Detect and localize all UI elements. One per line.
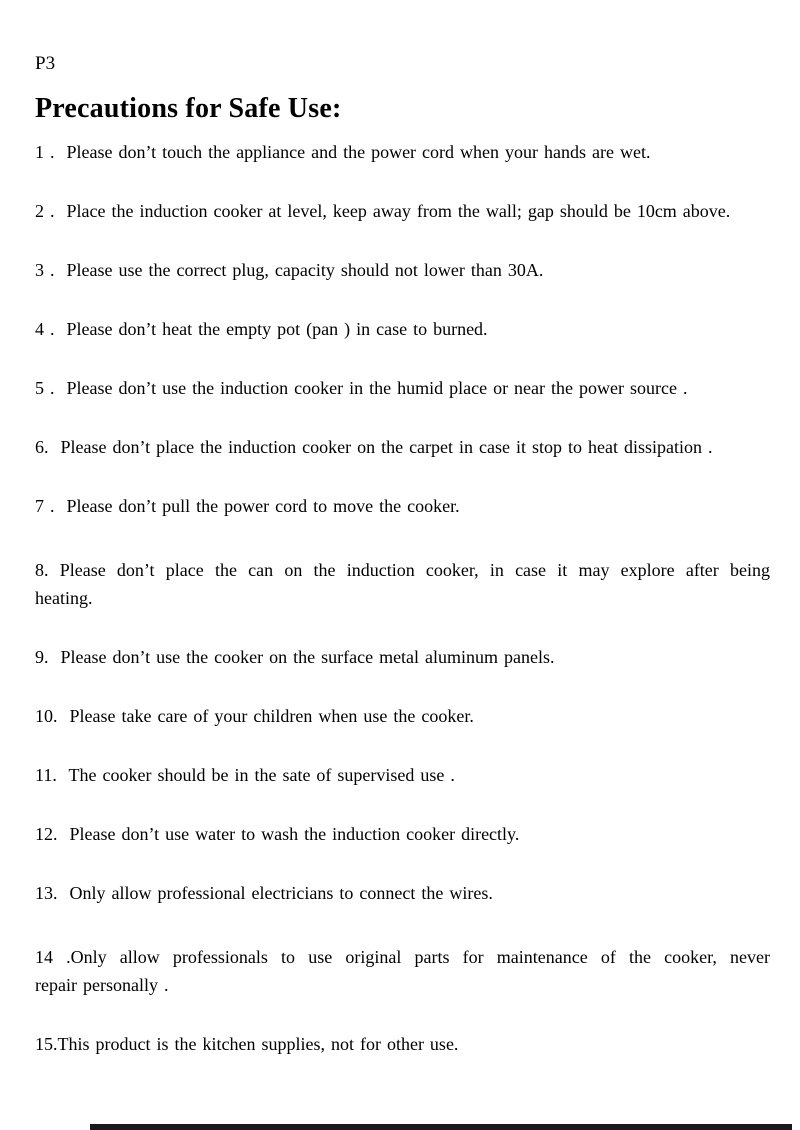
text-line: 8. Please don’t place the can on the induction cooker, in case it may explore after being [35,560,770,580]
text-line: 13. Only allow professional electricians to connect the wires. [35,883,493,903]
text-line: 14 .Only allow professionals to use original parts for maintenance of the cooker, never [35,947,770,967]
precaution-item [35,820,770,848]
text-line: repair personally . [35,975,169,995]
precaution-item [35,879,770,907]
precautions-list [35,138,770,1058]
precaution-item [35,943,770,999]
precaution-item [35,643,770,671]
precaution-item [35,138,770,166]
precaution-item [35,761,770,789]
text-line: 2 . Place the induction cooker at level, keep away from the wall; gap should be 10cm above. [35,201,731,221]
page-number-label: P3 [35,53,56,74]
page-title: Precautions for Safe Use: [35,93,342,124]
precaution-item [35,492,770,520]
text-line: 10. Please take care of your children when use the cooker. [35,706,474,726]
precaution-item [35,433,770,461]
text-line: 6. Please don’t place the induction cooker on the carpet in case it stop to heat dissipation . [35,437,713,457]
text-line: 9. Please don’t use the cooker on the surface metal aluminum panels. [35,647,555,667]
text-line: 1 . Please don’t touch the appliance and the power cord when your hands are wet. [35,142,651,162]
text-line: heating. [35,588,93,608]
text-line: 12. Please don’t use water to wash the induction cooker directly. [35,824,520,844]
precaution-item [35,256,770,284]
text-line: 5 . Please don’t use the induction cooker in the humid place or near the power source . [35,378,688,398]
text-line: 15.This product is the kitchen supplies, not for other use. [35,1034,459,1054]
page-bottom-edge-artifact [90,1124,792,1130]
precaution-item [35,556,770,612]
text-line: 11. The cooker should be in the sate of supervised use . [35,765,455,785]
precaution-item [35,315,770,343]
precaution-item [35,197,770,225]
precaution-item [35,1030,770,1058]
text-line: 7 . Please don’t pull the power cord to move the cooker. [35,496,460,516]
text-line: 3 . Please use the correct plug, capacity should not lower than 30A. [35,260,544,280]
text-line: 4 . Please don’t heat the empty pot (pan ) in case to burned. [35,319,488,339]
precaution-item [35,374,770,402]
precaution-item [35,702,770,730]
